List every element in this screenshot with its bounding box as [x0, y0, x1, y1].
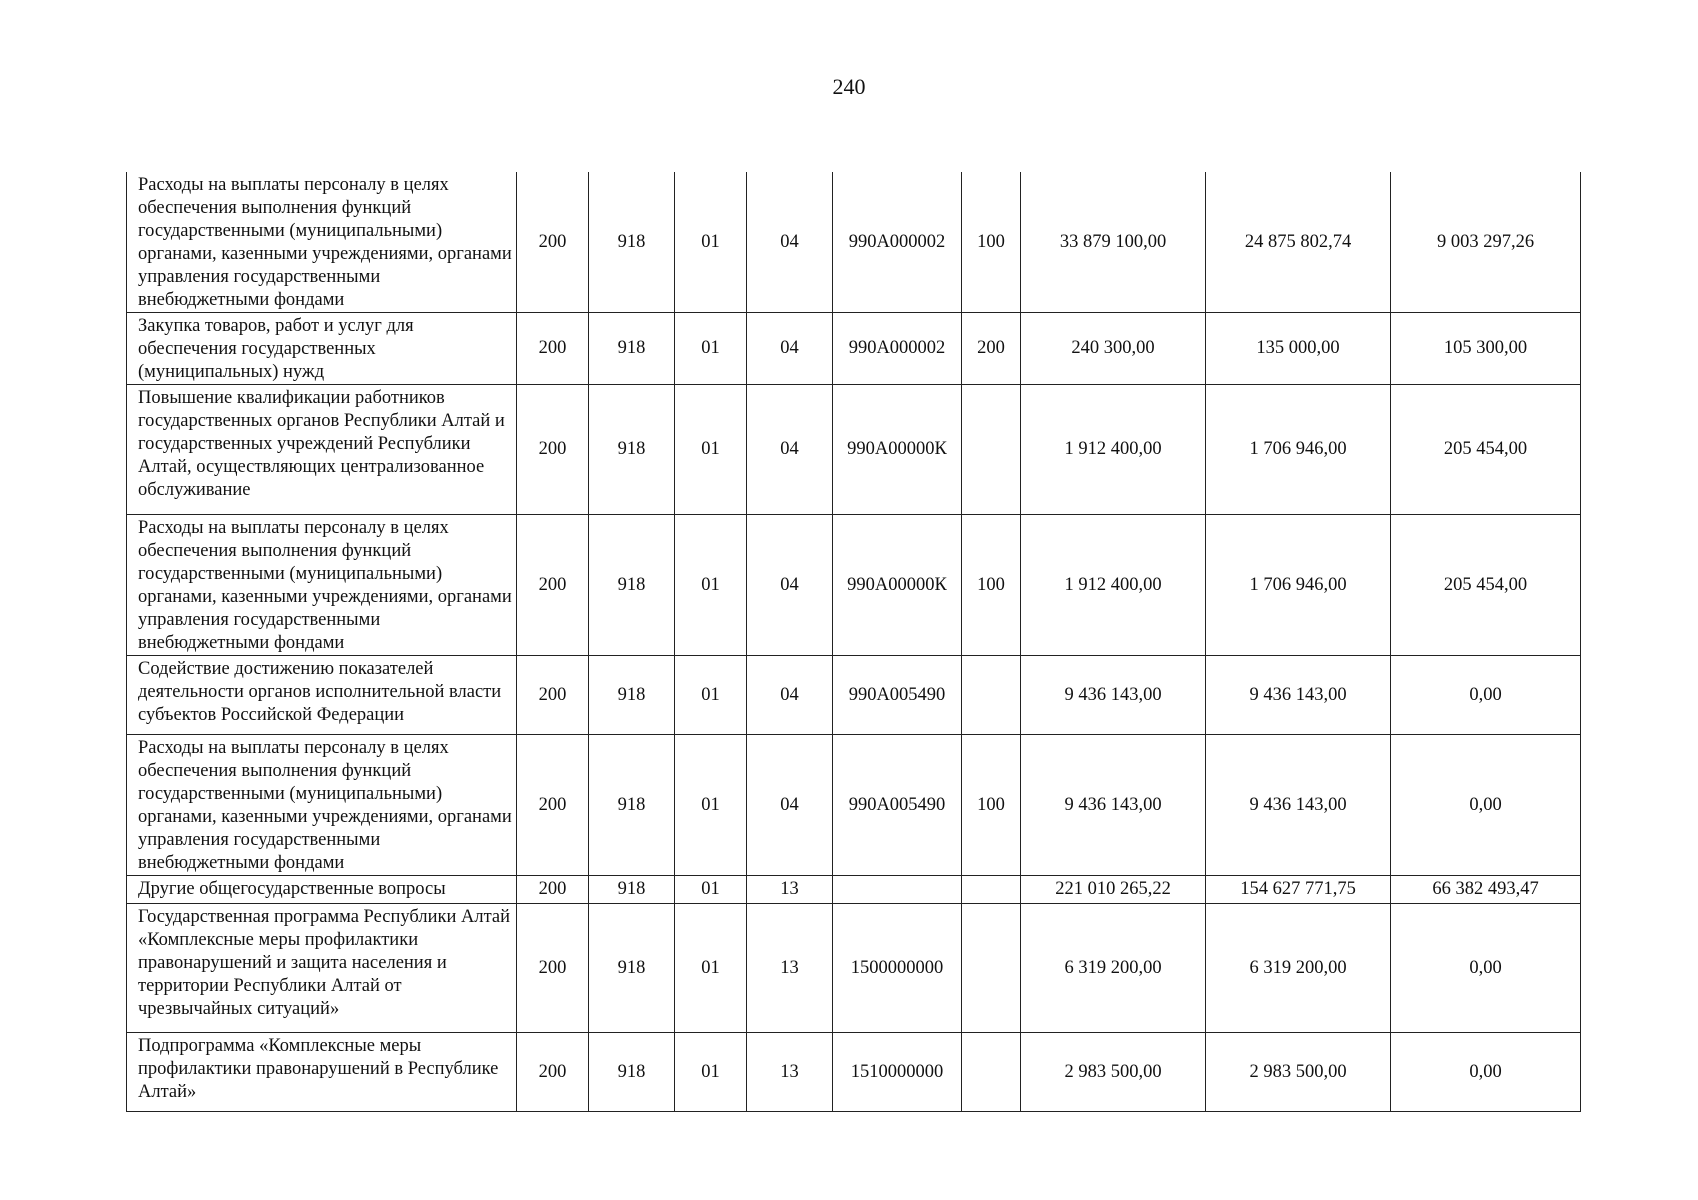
table-row	[127, 515, 1581, 656]
cell-value-1: 221 010 265,22	[1021, 876, 1206, 904]
row-name: Повышение квалификации работников государственных органов Республики Алтай и государственных учреждений Республики Алтай, осуществляющих централизованное обслуживание	[127, 385, 517, 515]
cell-value-1: 1 912 400,00	[1021, 515, 1206, 656]
cell-value-1: 1 912 400,00	[1021, 385, 1206, 515]
table-body	[127, 172, 1581, 1112]
cell-code-6	[962, 656, 1021, 735]
row-name: Другие общегосударственные вопросы	[127, 876, 517, 904]
cell-code-4: 04	[747, 515, 833, 656]
cell-code-5: 990А00000К	[833, 515, 962, 656]
cell-code-2: 918	[589, 172, 675, 313]
cell-code-3: 01	[675, 876, 747, 904]
cell-value-2: 24 875 802,74	[1206, 172, 1391, 313]
cell-value-2: 154 627 771,75	[1206, 876, 1391, 904]
cell-value-2: 6 319 200,00	[1206, 904, 1391, 1033]
cell-code-6	[962, 904, 1021, 1033]
table-row	[127, 904, 1581, 1033]
row-name: Расходы на выплаты персоналу в целях обеспечения выполнения функций государственными (муниципальными) органами, казенными учреждениями, органами управления государственными внебюджетными фондами	[127, 172, 517, 313]
cell-code-2: 918	[589, 515, 675, 656]
cell-code-1: 200	[517, 313, 589, 385]
cell-code-1: 200	[517, 876, 589, 904]
cell-code-4: 04	[747, 656, 833, 735]
cell-code-5: 990А00000К	[833, 385, 962, 515]
cell-code-4: 13	[747, 876, 833, 904]
cell-code-6	[962, 385, 1021, 515]
cell-value-1: 6 319 200,00	[1021, 904, 1206, 1033]
table-row	[127, 313, 1581, 385]
cell-code-2: 918	[589, 1033, 675, 1112]
row-name: Закупка товаров, работ и услуг для обеспечения государственных (муниципальных) нужд	[127, 313, 517, 385]
table-row	[127, 735, 1581, 876]
cell-value-1: 9 436 143,00	[1021, 656, 1206, 735]
row-name: Расходы на выплаты персоналу в целях обеспечения выполнения функций государственными (муниципальными) органами, казенными учреждениями, органами управления государственными внебюджетными фондами	[127, 735, 517, 876]
cell-code-6: 100	[962, 172, 1021, 313]
cell-code-4: 04	[747, 735, 833, 876]
cell-code-3: 01	[675, 904, 747, 1033]
cell-code-5: 990А005490	[833, 656, 962, 735]
cell-value-2: 2 983 500,00	[1206, 1033, 1391, 1112]
cell-code-2: 918	[589, 904, 675, 1033]
cell-value-3: 205 454,00	[1391, 515, 1581, 656]
cell-code-4: 04	[747, 385, 833, 515]
cell-code-6	[962, 876, 1021, 904]
table-row	[127, 172, 1581, 313]
cell-value-3: 105 300,00	[1391, 313, 1581, 385]
cell-code-3: 01	[675, 385, 747, 515]
cell-value-3: 66 382 493,47	[1391, 876, 1581, 904]
cell-value-3: 0,00	[1391, 1033, 1581, 1112]
cell-code-1: 200	[517, 385, 589, 515]
cell-code-2: 918	[589, 876, 675, 904]
table-row	[127, 385, 1581, 515]
cell-value-1: 9 436 143,00	[1021, 735, 1206, 876]
cell-code-1: 200	[517, 1033, 589, 1112]
cell-code-4: 04	[747, 313, 833, 385]
cell-code-1: 200	[517, 515, 589, 656]
row-name: Расходы на выплаты персоналу в целях обеспечения выполнения функций государственными (муниципальными) органами, казенными учреждениями, органами управления государственными внебюджетными фондами	[127, 515, 517, 656]
cell-code-6: 100	[962, 735, 1021, 876]
cell-code-4: 04	[747, 172, 833, 313]
cell-value-2: 1 706 946,00	[1206, 385, 1391, 515]
cell-code-6: 200	[962, 313, 1021, 385]
cell-code-2: 918	[589, 656, 675, 735]
cell-code-5: 990А000002	[833, 172, 962, 313]
cell-code-2: 918	[589, 385, 675, 515]
cell-code-5: 1510000000	[833, 1033, 962, 1112]
cell-value-1: 33 879 100,00	[1021, 172, 1206, 313]
cell-code-1: 200	[517, 904, 589, 1033]
cell-value-3: 0,00	[1391, 904, 1581, 1033]
cell-code-3: 01	[675, 172, 747, 313]
cell-value-1: 2 983 500,00	[1021, 1033, 1206, 1112]
row-name: Подпрограмма «Комплексные меры профилактики правонарушений в Республике Алтай»	[127, 1033, 517, 1112]
row-name: Государственная программа Республики Алтай «Комплексные меры профилактики правонарушений и защита населения и территории Республики Алтай от чрезвычайных ситуаций»	[127, 904, 517, 1033]
cell-value-1: 240 300,00	[1021, 313, 1206, 385]
table-row	[127, 876, 1581, 904]
cell-value-2: 1 706 946,00	[1206, 515, 1391, 656]
budget-table	[126, 172, 1581, 1112]
cell-code-4: 13	[747, 904, 833, 1033]
cell-code-5: 1500000000	[833, 904, 962, 1033]
table-row	[127, 1033, 1581, 1112]
cell-code-3: 01	[675, 515, 747, 656]
page-number: 240	[832, 74, 866, 99]
cell-code-2: 918	[589, 735, 675, 876]
cell-code-5: 990А000002	[833, 313, 962, 385]
cell-value-3: 0,00	[1391, 656, 1581, 735]
cell-code-4: 13	[747, 1033, 833, 1112]
table-row	[127, 656, 1581, 735]
cell-code-2: 918	[589, 313, 675, 385]
cell-code-6: 100	[962, 515, 1021, 656]
row-name: Содействие достижению показателей деятельности органов исполнительной власти субъектов Российской Федерации	[127, 656, 517, 735]
cell-code-3: 01	[675, 313, 747, 385]
cell-code-6	[962, 1033, 1021, 1112]
cell-code-5: 990А005490	[833, 735, 962, 876]
cell-value-2: 135 000,00	[1206, 313, 1391, 385]
cell-code-1: 200	[517, 172, 589, 313]
cell-value-2: 9 436 143,00	[1206, 656, 1391, 735]
cell-value-3: 9 003 297,26	[1391, 172, 1581, 313]
cell-code-3: 01	[675, 656, 747, 735]
cell-value-3: 0,00	[1391, 735, 1581, 876]
cell-code-3: 01	[675, 735, 747, 876]
cell-value-3: 205 454,00	[1391, 385, 1581, 515]
cell-code-1: 200	[517, 656, 589, 735]
cell-code-5	[833, 876, 962, 904]
cell-code-1: 200	[517, 735, 589, 876]
cell-value-2: 9 436 143,00	[1206, 735, 1391, 876]
cell-code-3: 01	[675, 1033, 747, 1112]
